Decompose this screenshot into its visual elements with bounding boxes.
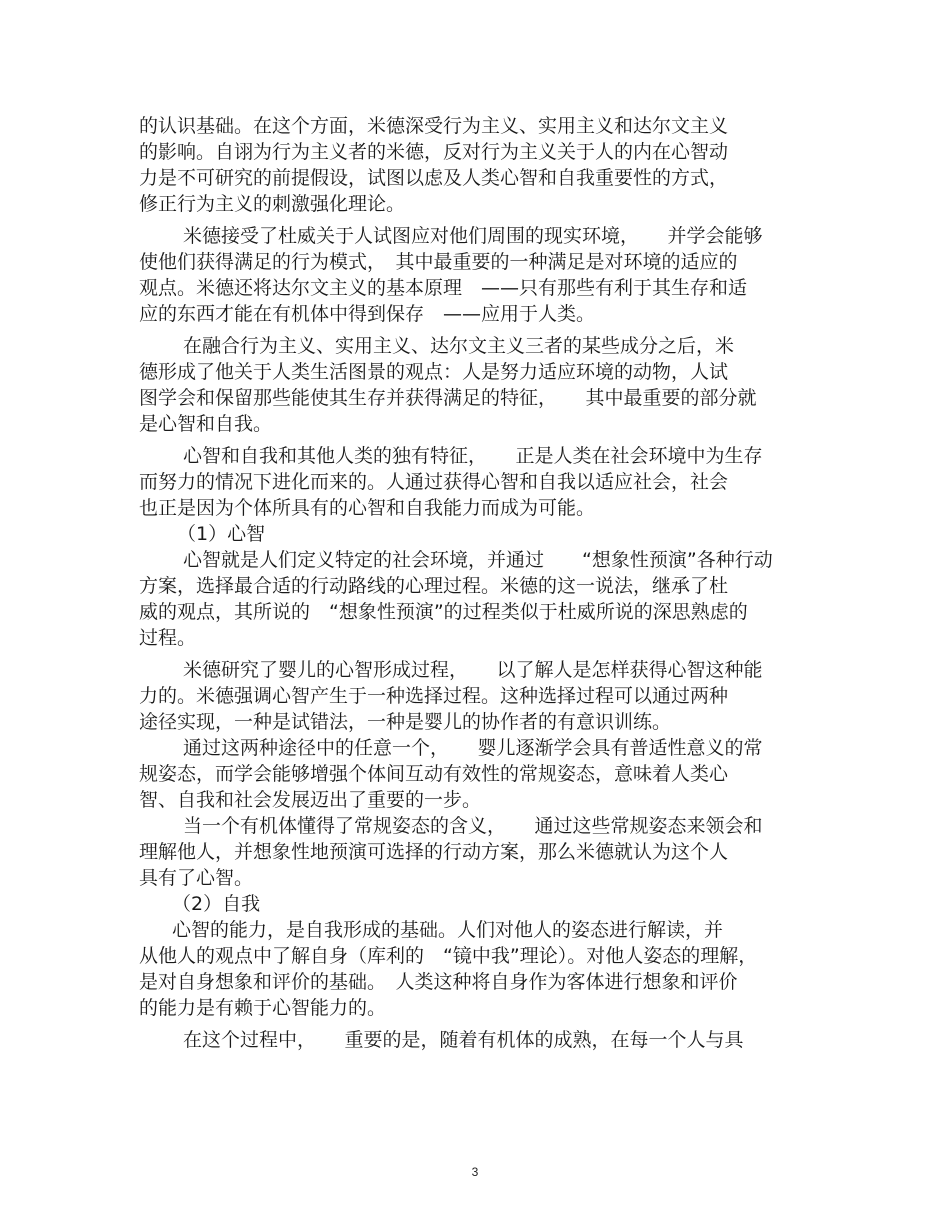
paragraph-start: 心智就是人们定义特定的社会环境，并通过 “想象性预演”各种行动	[183, 549, 773, 571]
text-line: 是对自身想象和评价的基础。 人类这种将自身作为客体进行想象和评价	[139, 971, 738, 993]
text-line: 的认识基础。在这个方面，米德深受行为主义、实用主义和达尔文主义	[139, 115, 729, 137]
text-line: 力的。米德强调心智产生于一种选择过程。这种选择过程可以通过两种	[139, 685, 729, 707]
paragraph-start: 米德接受了杜威关于人试图应对他们周围的现实环境， 并学会能够	[183, 225, 763, 247]
text-line: 威的观点，其所说的 “想象性预演”的过程类似于杜威所说的深思熟虑的	[139, 601, 748, 623]
paragraph-start: 在融合行为主义、实用主义、达尔文主义三者的某些成分之后，米	[183, 335, 735, 357]
text-line: 应的东西才能在有机体中得到保存 ——应用于人类。	[139, 303, 596, 325]
paragraph-start: 通过这两种途径中的任意一个， 婴儿逐渐学会具有普适性意义的常	[183, 737, 763, 759]
paragraph-start: 当一个有机体懂得了常规姿态的含义， 通过这些常规姿态来领会和	[183, 815, 763, 837]
section-heading-self: （2）自我	[172, 893, 261, 915]
text-line: 的影响。自诩为行为主义者的米德，反对行为主义关于人的内在心智动	[139, 141, 729, 163]
paragraph-start: 心智的能力，是自我形成的基础。人们对他人的姿态进行解读，并	[172, 919, 724, 941]
text-line: 理解他人，并想象性地预演可选择的行动方案，那么米德就认为这个人	[139, 841, 729, 863]
text-line: 图学会和保留那些能使其生存并获得满足的特征， 其中最重要的部分就	[139, 387, 757, 409]
text-line: 过程。	[139, 627, 197, 649]
text-line: 也正是因为个体所具有的心智和自我能力而成为可能。	[139, 497, 596, 519]
text-line: 智、自我和社会发展迈出了重要的一步。	[139, 789, 482, 811]
text-line: 方案，选择最合适的行动路线的心理过程。米德的这一说法，继承了杜	[139, 575, 729, 597]
text-line: 而努力的情况下进化而来的。人通过获得心智和自我以适应社会，社会	[139, 471, 729, 493]
text-line: 是心智和自我。	[139, 413, 273, 435]
page-number: 3	[471, 1165, 479, 1179]
paragraph-start: 米德研究了婴儿的心智形成过程， 以了解人是怎样获得心智这种能	[183, 659, 763, 681]
text-line: 的能力是有赖于心智能力的。	[139, 997, 387, 1019]
text-line: 从他人的观点中了解自身（库利的 “镜中我”理论）。对他人姿态的理解，	[139, 945, 758, 967]
text-line: 修正行为主义的刺激强化理论。	[139, 193, 406, 215]
body-text	[139, 113, 819, 1053]
text-line: 使他们获得满足的行为模式， 其中最重要的一种满足是对环境的适应的	[139, 251, 738, 273]
text-line: 德形成了他关于人类生活图景的观点：人是努力适应环境的动物，人试	[139, 361, 729, 383]
text-line: 途径实现，一种是试错法，一种是婴儿的协作者的有意识训练。	[139, 711, 672, 733]
section-heading-mind: （1）心智	[177, 523, 266, 545]
text-line: 力是不可研究的前提假设，试图以虑及人类心智和自我重要性的方式，	[139, 167, 729, 189]
text-line: 观点。米德还将达尔文主义的基本原理 ——只有那些有利于其生存和适	[139, 277, 748, 299]
text-line: 规姿态，而学会能够增强个体间互动有效性的常规姿态，意味着人类心	[139, 763, 729, 785]
paragraph-start: 在这个过程中， 重要的是，随着有机体的成熟，在每一个人与具	[183, 1029, 744, 1051]
text-line: 具有了心智。	[139, 867, 254, 889]
paragraph-start: 心智和自我和其他人类的独有特征， 正是人类在社会环境中为生存	[183, 445, 763, 467]
